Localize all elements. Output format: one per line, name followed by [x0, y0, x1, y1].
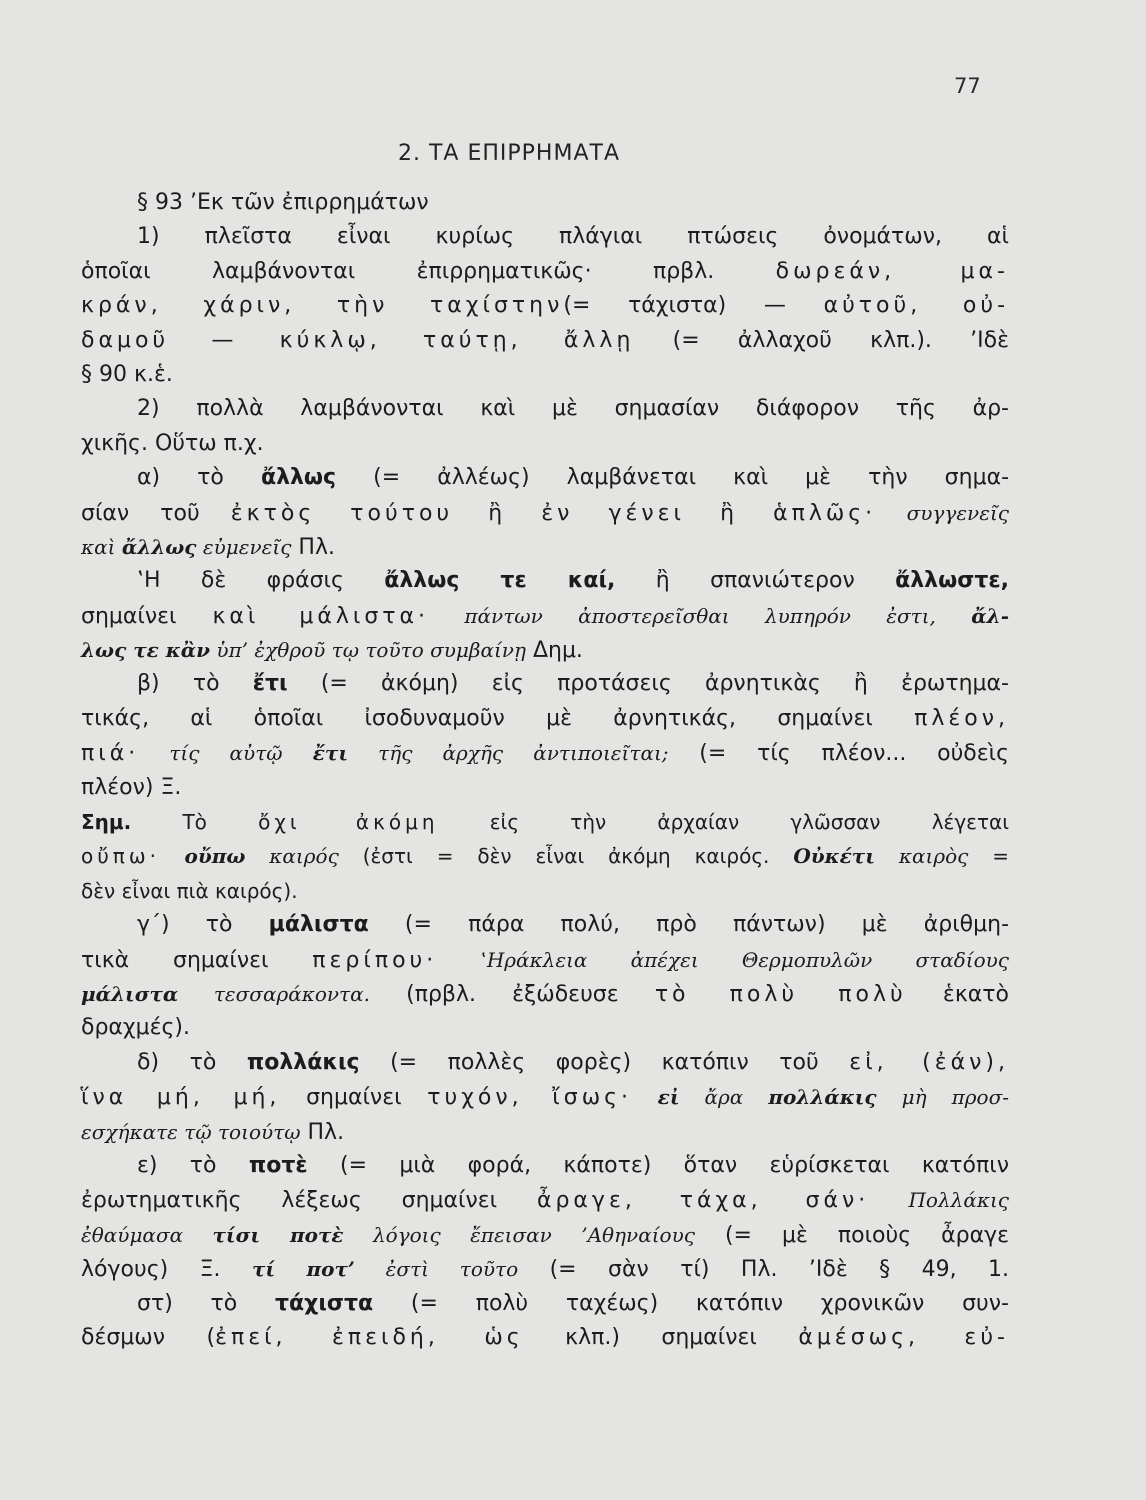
text-segment: καιρός: [245, 844, 339, 869]
text-segment: πάντων ἀποστερεῖσθαι λυπηρόν ἐστι,: [429, 603, 972, 628]
text-segment: εσχήκατε τῷ τοιούτῳ: [81, 1119, 301, 1144]
text-segment: δωρεάν, μα-: [775, 258, 1009, 284]
text-segment: 1) πλεῖστα εἶναι κυρίως πλάγιαι πτώσεις ὀνομάτων, αἱ: [137, 224, 1009, 250]
text-segment: ἄλλως: [260, 465, 337, 491]
text-segment: (= ἀκόμη) εἰς προτάσεις ἀρνητικὰς ἢ ἐρωτημα-: [287, 671, 1009, 697]
text-segment: (= πολλὲς φορὲς) κατόπιν τοῦ: [359, 1049, 850, 1075]
text-segment: τῆς ἀρχῆς ἀντιποιεῖται;: [348, 741, 669, 766]
text-segment: εὐμενεῖς: [196, 534, 292, 559]
text-segment: § 90 κ.ἑ.: [81, 361, 173, 387]
text-line: [81, 1080, 1009, 1114]
text-segment: δ) τὸ: [137, 1049, 247, 1075]
text-segment: σίαν τοῦ: [81, 500, 231, 526]
text-segment: οὔπω: [159, 844, 246, 869]
text-segment: κράν, χάριν, τὴν ταχίστην: [81, 293, 564, 319]
text-segment: ε) τὸ: [137, 1152, 249, 1178]
text-segment: δαμοῦ — κύκλῳ, ταύτῃ, ἄλλῃ: [81, 327, 635, 353]
text-line: [81, 358, 1009, 392]
text-line: [81, 908, 1009, 942]
text-segment: πιά·: [81, 741, 140, 767]
text-segment: ἐθαύμασα: [81, 1222, 213, 1247]
text-segment: ἀμέσως, εὐ-: [798, 1324, 1009, 1350]
text-segment: εἰς τὴν ἀρχαίαν γλῶσσαν λέγεται: [438, 810, 1009, 835]
text-segment: μάλιστα: [81, 981, 179, 1006]
text-segment: (= σὰν τί) Πλ. ’Ιδὲ § 49, 1.: [518, 1257, 1010, 1283]
text-segment: καιρὸς: [874, 844, 969, 869]
text-segment: τίσι ποτὲ: [212, 1222, 344, 1247]
text-line: [81, 1287, 1009, 1321]
text-segment: α) τὸ: [137, 465, 261, 491]
text-segment: (πρβλ. ἐξώδευσε: [369, 981, 655, 1007]
text-segment: ἐρωτηματικῆς λέξεως σημαίνει: [81, 1188, 537, 1214]
text-segment: (= μὲ ποιοὺς ἆραγε: [694, 1222, 1009, 1248]
body-text: [81, 186, 1009, 1355]
text-segment: ἄλλως τε καί,: [384, 568, 616, 594]
text-segment: αὐτοῦ, οὐ-: [823, 293, 1010, 319]
text-line: [81, 1321, 1009, 1355]
text-segment: (= πάρα πολύ, πρὸ πάντων) μὲ ἀριθμη-: [368, 912, 1010, 938]
text-segment: λόγους) Ξ.: [81, 1257, 252, 1283]
text-line: [81, 1252, 1009, 1286]
text-segment: Πολλάκις: [869, 1188, 1009, 1213]
text-segment: τάχιστα: [274, 1290, 374, 1316]
text-line: [81, 943, 1009, 977]
text-segment: χικῆς. Οὕτω π.χ.: [81, 430, 264, 456]
text-segment: (= τίς πλέον... οὐδεὶς: [668, 741, 1010, 767]
text-segment: ποτὲ: [248, 1152, 308, 1178]
text-segment: λως τε κἂν: [81, 638, 211, 663]
text-segment: σημαίνει: [81, 603, 213, 629]
text-segment: οὔπω·: [81, 844, 160, 869]
text-segment: στ) τὸ: [137, 1290, 275, 1316]
text-segment: συγγενεῖς: [876, 500, 1009, 525]
page-number: 77: [954, 74, 981, 98]
text-segment: ὄχι ἀκόμη: [258, 810, 439, 835]
text-segment: ‛Ηράκλεια ἀπέχει Θερμοπυλῶν σταδίους: [437, 947, 1009, 972]
text-line: [81, 496, 1009, 530]
text-segment: (= πολὺ ταχέως) κατόπιν χρονικῶν συν-: [373, 1290, 1009, 1316]
text-segment: περίπου·: [312, 947, 438, 973]
text-segment: Πλ.: [300, 1119, 345, 1145]
text-line: [81, 392, 1009, 426]
text-segment: πλέον,: [914, 705, 1009, 731]
text-segment: (= τάχιστα) —: [563, 293, 824, 319]
text-segment: (= μιὰ φορά, κάποτε) ὅταν εὑρίσκεται κατόπιν: [307, 1152, 1009, 1178]
text-segment: δὲν εἶναι πιὰ καιρός).: [81, 878, 298, 903]
text-segment: τυχόν, ἴσως·: [427, 1085, 633, 1111]
text-segment: πολλάκις: [768, 1085, 877, 1110]
text-line: [81, 667, 1009, 701]
text-segment: ἆραγε, τάχα, σάν·: [536, 1188, 870, 1214]
text-segment: ἢ σπανιώτερον: [615, 568, 896, 594]
text-segment: ἑκατὸ: [906, 981, 1009, 1007]
text-line: [81, 771, 1009, 805]
text-segment: τίς αὐτῷ: [139, 741, 313, 766]
text-segment: γ΄) τὸ: [137, 912, 269, 938]
text-segment: Οὐκέτι: [793, 844, 875, 869]
text-segment: ἐστὶ τοῦτο: [354, 1257, 519, 1282]
text-segment: β) τὸ: [137, 671, 253, 697]
text-segment: ἄλλωστε,: [895, 568, 1009, 594]
text-line: [81, 839, 1009, 873]
text-segment: μάλιστα: [268, 912, 369, 938]
text-segment: ‛Η δὲ φράσις: [137, 568, 385, 594]
text-line: [81, 427, 1009, 461]
text-segment: Σημ.: [81, 810, 132, 835]
text-line: [81, 599, 1009, 633]
text-segment: εἰ, (ἐάν),: [849, 1049, 1010, 1075]
text-segment: (= ἀλλέως) λαμβάνεται καὶ μὲ τὴν σημα-: [336, 465, 1010, 491]
text-segment: εἰ: [632, 1085, 680, 1110]
text-line: [81, 702, 1009, 736]
text-segment: λόγοις ἔπεισαν ’Αθηναίους: [343, 1222, 695, 1247]
text-segment: ἄρα: [679, 1085, 769, 1110]
text-segment: τεσσαράκοντα.: [178, 981, 370, 1006]
text-line: [81, 633, 1009, 667]
text-segment: δραχμές).: [81, 1015, 191, 1041]
text-line: [81, 289, 1009, 323]
text-line: [81, 805, 1009, 839]
text-segment: ἔτι: [252, 671, 288, 697]
text-segment: ἄλ-: [971, 603, 1009, 628]
text-segment: (= ἀλλαχοῦ κλπ.). ’Ιδὲ: [634, 327, 1009, 353]
text-segment: ἔτι: [312, 741, 349, 766]
text-line: [81, 1115, 1009, 1149]
text-segment: ὑπ’ ἐχθροῦ τῳ τοῦτο συμβαίνῃ: [210, 638, 526, 663]
chapter-title: 2. ΤΑ ΕΠΙΡΡΗΜΑΤΑ: [398, 141, 620, 166]
text-segment: τί ποτ’: [251, 1257, 355, 1282]
text-line: [81, 874, 1009, 908]
text-line: [81, 564, 1009, 598]
text-segment: =: [968, 844, 1010, 869]
text-line: [81, 186, 1009, 220]
text-line: [81, 255, 1009, 289]
text-line: [81, 1046, 1009, 1080]
text-segment: ἐπεί, ἐπειδή, ὡς: [215, 1324, 524, 1350]
text-line: [81, 1218, 1009, 1252]
text-segment: δέσμων (: [81, 1324, 216, 1350]
text-line: [81, 1011, 1009, 1045]
text-segment: ἵνα μή, μή,: [81, 1085, 281, 1111]
text-segment: πολλάκις: [246, 1049, 360, 1075]
text-line: [81, 530, 1009, 564]
text-line: [81, 324, 1009, 358]
text-segment: § 93 ’Εκ τῶν ἐπιρρημάτων: [137, 190, 429, 215]
text-segment: καὶ μάλιστα·: [212, 603, 430, 629]
text-line: [81, 461, 1009, 495]
text-segment: τικὰ σημαίνει: [81, 947, 313, 973]
text-segment: τικάς, αἱ ὁποῖαι ἰσοδυναμοῦν μὲ ἀρνητικάς, σημαίνει: [81, 705, 915, 731]
text-segment: Πλ.: [291, 534, 335, 560]
text-line: [81, 736, 1009, 770]
text-segment: ὁποῖαι λαμβάνονται ἐπιρρηματικῶς· πρβλ.: [81, 258, 776, 284]
text-line: [81, 1183, 1009, 1217]
text-segment: μὴ προσ-: [876, 1085, 1009, 1110]
text-segment: καὶ: [81, 534, 122, 559]
text-line: [81, 977, 1009, 1011]
text-segment: ἄλλως: [121, 534, 197, 559]
text-segment: τὸ πολὺ πολὺ: [654, 981, 907, 1007]
text-segment: 2) πολλὰ λαμβάνονται καὶ μὲ σημασίαν διάφορον τῆς ἀρ-: [137, 396, 1009, 422]
text-segment: πλέον) Ξ.: [81, 774, 182, 800]
text-segment: σημαίνει: [280, 1085, 428, 1111]
text-segment: Δημ.: [525, 638, 583, 664]
text-segment: κλπ.) σημαίνει: [523, 1324, 799, 1350]
text-segment: (ἐστι = δὲν εἶναι ἀκόμη καιρός.: [338, 844, 794, 869]
text-line: [81, 1149, 1009, 1183]
text-segment: ἐκτὸς τούτου ἢ ἐν γένει ἢ ἁπλῶς·: [230, 500, 877, 526]
text-segment: Τὸ: [131, 810, 259, 835]
text-line: [81, 220, 1009, 254]
